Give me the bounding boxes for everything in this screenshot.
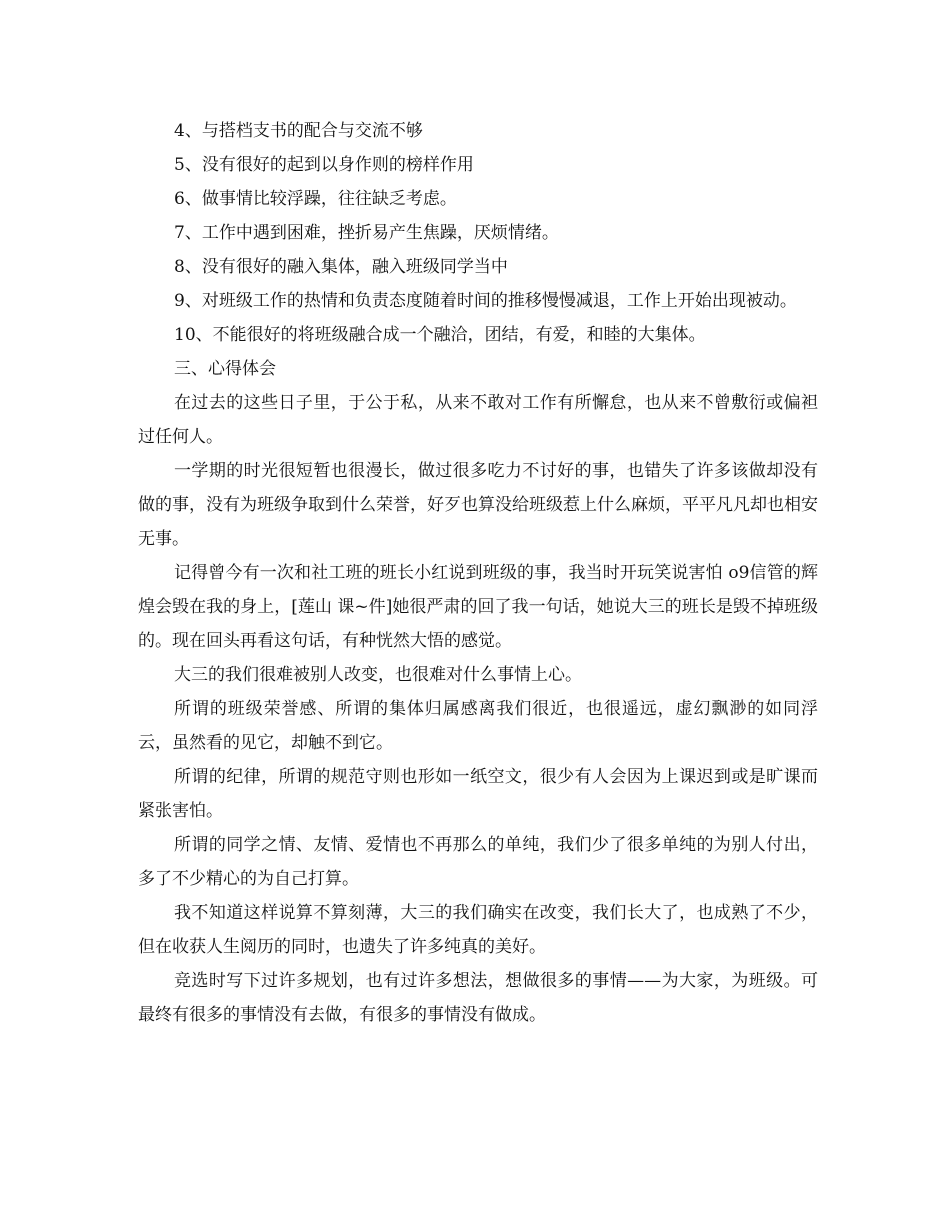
- paragraph: 所谓的班级荣誉感、所谓的集体归属感离我们很近，也很遥远，虚幻飘渺的如同浮云，虽然看的见它，却触不到它。: [138, 699, 818, 753]
- paragraph: 所谓的纪律，所谓的规范守则也形如一纸空文，很少有人会因为上课迟到或是旷课而紧张害怕。: [138, 767, 818, 821]
- list-item-6: 6、做事情比较浮躁，往往缺乏考虑。: [174, 189, 457, 209]
- paragraph: 所谓的同学之情、友情、爱情也不再那么的单纯，我们少了很多单纯的为别人付出，多了不少精心的为自己打算。: [138, 835, 818, 889]
- paragraph: 一学期的时光很短暂也很漫长，做过很多吃力不讨好的事，也错失了许多该做却没有做的事，没有为班级争取到什么荣誉，好歹也算没给班级惹上什么麻烦，平平凡凡却也相安无事。: [138, 461, 818, 549]
- list-item-10: 10、不能很好的将班级融合成一个融洽，团结，有爱，和睦的大集体。: [174, 325, 706, 345]
- paragraph: 我不知道这样说算不算刻薄，大三的我们确实在改变，我们长大了，也成熟了不少，但在收获人生阅历的同时，也遗失了许多纯真的美好。: [138, 903, 818, 957]
- section-heading: 三、心得体会: [174, 359, 276, 379]
- document-body: [138, 114, 818, 1032]
- paragraph: 大三的我们很难被别人改变，也很难对什么事情上心。: [174, 665, 582, 685]
- list-item-5: 5、没有很好的起到以身作则的榜样作用: [174, 155, 474, 175]
- paragraph: 在过去的这些日子里，于公于私，从来不敢对工作有所懈怠，也从来不曾敷衍或偏袒过任何人。: [138, 393, 818, 447]
- list-item-8: 8、没有很好的融入集体，融入班级同学当中: [174, 257, 508, 277]
- list-item-9: 9、对班级工作的热情和负责态度随着时间的推移慢慢减退，工作上开始出现被动。: [174, 291, 797, 311]
- paragraph: 记得曾今有一次和社工班的班长小红说到班级的事，我当时开玩笑说害怕 o9信管的辉煌会毁在我的身上，[莲山 课~件]她很严肃的回了我一句话，她说大三的班长是毁不掉班级的。现在回头再看这句话，有种恍然大悟的感觉。: [138, 563, 818, 651]
- list-item-7: 7、工作中遇到困难，挫折易产生焦躁，厌烦情绪。: [174, 223, 559, 243]
- paragraph: 竞选时写下过许多规划，也有过许多想法，想做很多的事情——为大家，为班级。可最终有很多的事情没有去做，有很多的事情没有做成。: [138, 971, 818, 1025]
- list-item-4: 4、与搭档支书的配合与交流不够: [174, 121, 423, 141]
